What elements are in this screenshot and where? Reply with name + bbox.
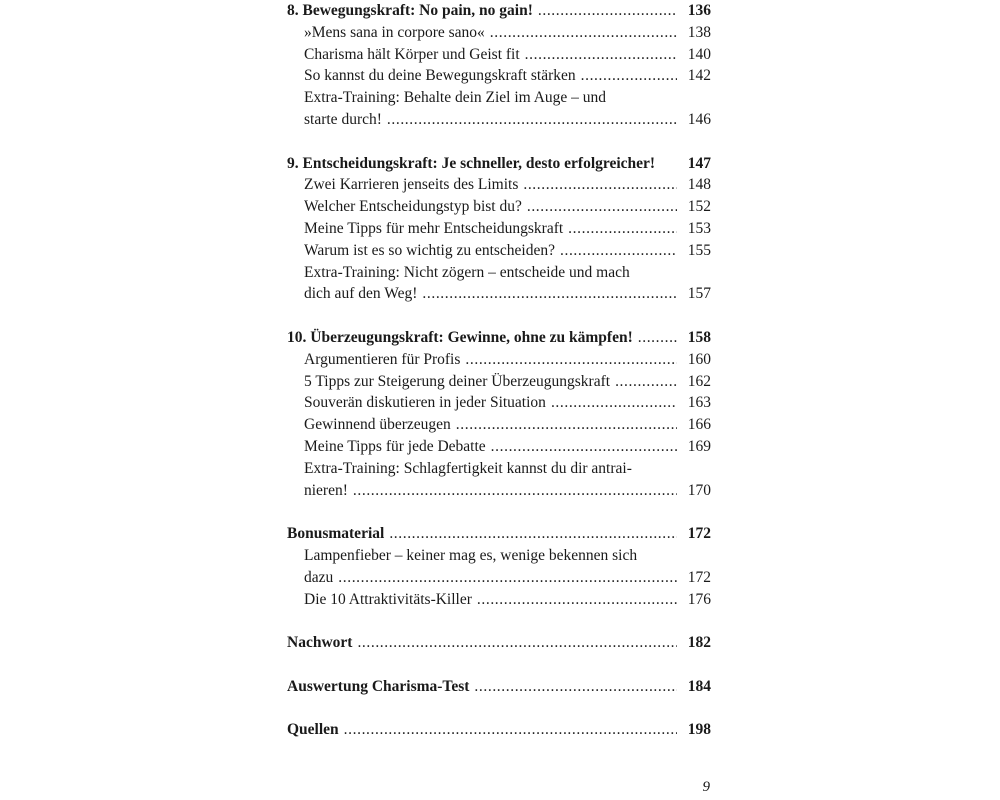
entry-title: Charisma hält Körper und Geist fit — [304, 45, 520, 63]
page-number: 136 — [687, 2, 711, 19]
toc-section-nachwort — [287, 632, 711, 654]
dot-leader — [525, 44, 677, 66]
dot-leader — [615, 371, 677, 393]
entry-title: Gewinnend überzeugen — [304, 416, 451, 434]
entry-title: Zwei Karrieren jenseits des Limits — [304, 176, 519, 194]
toc-entry-multiline[interactable] — [287, 262, 711, 306]
dot-leader — [456, 414, 677, 436]
toc-entry[interactable] — [287, 371, 711, 393]
dot-leader — [477, 589, 677, 611]
dot-leader — [357, 632, 677, 654]
toc-section-auswertung — [287, 676, 711, 698]
chapter-title: Auswertung Charisma-Test — [287, 677, 470, 695]
dot-leader — [638, 327, 677, 349]
entry-title: Argumentieren für Profis — [304, 350, 461, 368]
toc-entry-multiline[interactable] — [287, 545, 711, 589]
page-number: 172 — [687, 568, 711, 586]
page-number: 153 — [687, 219, 711, 237]
page-number: 163 — [687, 394, 711, 412]
dot-leader — [387, 109, 677, 131]
page-number: 152 — [687, 198, 711, 216]
page-number: 155 — [687, 241, 711, 259]
toc-section-10 — [287, 327, 711, 501]
table-of-contents — [287, 0, 711, 763]
chapter-title: 8. Bewegungskraft: No pain, no gain! — [287, 2, 533, 19]
toc-entry[interactable] — [287, 22, 711, 44]
dot-leader — [389, 523, 677, 545]
entry-title: Meine Tipps für jede Debatte — [304, 437, 486, 455]
entry-title-line-2: dich auf den Weg! — [304, 285, 418, 303]
dot-leader — [353, 480, 677, 502]
entry-title-line-2: dazu — [304, 568, 334, 586]
page-number: 184 — [687, 677, 711, 695]
entry-title-line-2: starte durch! — [304, 110, 382, 128]
entry-title-line-1: Extra-Training: Nicht zögern – entscheide und mach — [304, 263, 630, 281]
page-number: 162 — [687, 372, 711, 390]
toc-entry[interactable] — [287, 240, 711, 262]
page-folio: 9 — [702, 779, 710, 795]
dot-leader — [474, 676, 677, 698]
dot-leader — [490, 22, 677, 44]
page-number: 146 — [687, 110, 711, 128]
page-number: 176 — [687, 590, 711, 608]
page-number: 160 — [687, 350, 711, 368]
page-number: 158 — [687, 328, 711, 346]
toc-entry[interactable] — [287, 218, 711, 240]
dot-leader — [422, 283, 677, 305]
chapter-heading[interactable] — [287, 153, 711, 175]
toc-entry-multiline[interactable] — [287, 87, 711, 131]
page-number: 166 — [687, 416, 711, 434]
page-number: 157 — [687, 285, 711, 303]
page-number: 140 — [687, 45, 711, 63]
dot-leader — [523, 174, 677, 196]
entry-title: Die 10 Attraktivitäts-Killer — [304, 590, 472, 608]
page-number: 182 — [687, 634, 711, 652]
toc-entry[interactable] — [287, 196, 711, 218]
page-number: 172 — [687, 525, 711, 543]
entry-title: Meine Tipps für mehr Entscheidungskraft — [304, 219, 564, 237]
toc-entry[interactable] — [287, 349, 711, 371]
entry-title: Welcher Entscheidungstyp bist du? — [304, 198, 522, 216]
toc-entry[interactable] — [287, 436, 711, 458]
dot-leader — [465, 349, 677, 371]
dot-leader — [527, 196, 677, 218]
dot-leader — [560, 240, 677, 262]
chapter-heading[interactable] — [287, 676, 711, 698]
toc-entry[interactable] — [287, 392, 711, 414]
entry-title: Warum ist es so wichtig zu entscheiden? — [304, 241, 555, 259]
page-number: 142 — [687, 67, 711, 85]
dot-leader — [338, 567, 677, 589]
page-number: 148 — [687, 176, 711, 194]
chapter-title: Quellen — [287, 721, 339, 739]
chapter-heading[interactable] — [287, 0, 711, 22]
chapter-title: 9. Entscheidungskraft: Je schneller, desto erfolgreicher! — [287, 154, 656, 172]
chapter-heading[interactable] — [287, 327, 711, 349]
toc-section-bonus — [287, 523, 711, 610]
page-number: 138 — [687, 23, 711, 41]
page-number: 147 — [687, 154, 711, 172]
dot-leader — [344, 719, 677, 741]
chapter-heading[interactable] — [287, 523, 711, 545]
dot-leader — [551, 392, 677, 414]
toc-entry[interactable] — [287, 44, 711, 66]
toc-section-quellen — [287, 719, 711, 741]
toc-entry[interactable] — [287, 65, 711, 87]
page-number: 170 — [687, 481, 711, 499]
dot-leader — [581, 65, 677, 87]
entry-title: Souverän diskutieren in jeder Situation — [304, 394, 546, 412]
page-number: 169 — [687, 437, 711, 455]
page-number: 198 — [687, 721, 711, 739]
toc-entry[interactable] — [287, 589, 711, 611]
dot-leader — [568, 218, 677, 240]
toc-entry[interactable] — [287, 174, 711, 196]
toc-entry[interactable] — [287, 414, 711, 436]
toc-entry-multiline[interactable] — [287, 458, 711, 502]
entry-title: So kannst du deine Bewegungskraft stärken — [304, 67, 576, 85]
entry-title: 5 Tipps zur Steigerung deiner Überzeugungskraft — [304, 372, 611, 390]
entry-title-line-1: Extra-Training: Schlagfertigkeit kannst du dir antrai- — [304, 459, 632, 477]
entry-title-line-1: Extra-Training: Behalte dein Ziel im Auge – und — [304, 89, 607, 107]
entry-title-line-1: Lampenfieber – keiner mag es, wenige bekennen sich — [304, 546, 638, 564]
entry-title-line-2: nieren! — [304, 481, 348, 499]
chapter-heading[interactable] — [287, 632, 711, 654]
toc-section-8 — [287, 0, 711, 131]
chapter-title: Bonusmaterial — [287, 525, 385, 543]
chapter-title: Nachwort — [287, 634, 353, 652]
chapter-heading[interactable] — [287, 719, 711, 741]
toc-section-9 — [287, 153, 711, 306]
entry-title: »Mens sana in corpore sano« — [304, 23, 485, 41]
dot-leader — [538, 0, 677, 22]
dot-leader — [491, 436, 677, 458]
chapter-title: 10. Überzeugungskraft: Gewinne, ohne zu kämpfen! — [287, 328, 633, 346]
